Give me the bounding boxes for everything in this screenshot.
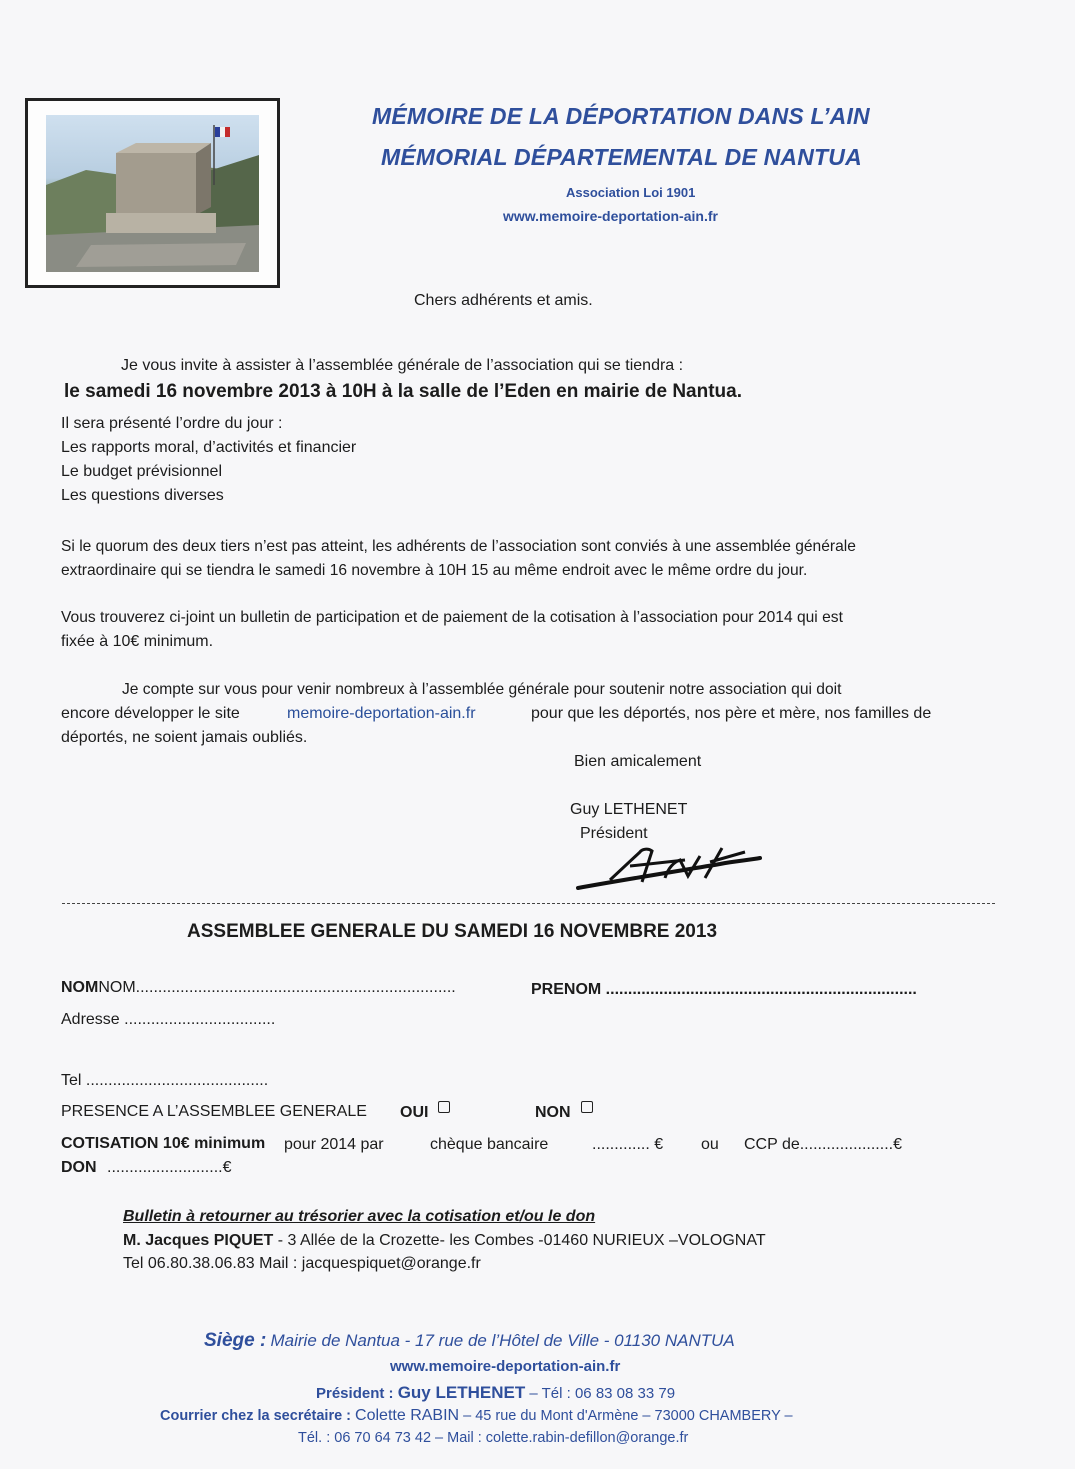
form-cotisation-rest: pour 2014 par bbox=[284, 1136, 384, 1153]
quorum-line2: extraordinaire qui se tiendra le samedi 16 novembre à 10H 15 au même endroit avec le même ordre du jour. bbox=[61, 562, 808, 579]
cut-line-divider bbox=[62, 903, 995, 904]
signer-role: Président bbox=[580, 825, 648, 842]
oui-checkbox[interactable] bbox=[438, 1101, 450, 1113]
footer-courrier-label: Courrier chez la secrétaire : bbox=[160, 1408, 352, 1424]
appeal-line2-start: encore développer le site bbox=[61, 705, 240, 722]
non-label: NON bbox=[535, 1104, 571, 1121]
footer-president-label: Président : bbox=[316, 1385, 394, 1402]
header-website[interactable]: www.memoire-deportation-ain.fr bbox=[503, 208, 718, 224]
form-oui-option[interactable] bbox=[400, 1101, 450, 1125]
appeal-line2-end: pour que les déportés, nos père et mère, nos familles de bbox=[531, 705, 932, 722]
form-ou: ou bbox=[701, 1136, 719, 1153]
appeal-website-link[interactable]: memoire-deportation-ain.fr bbox=[287, 705, 476, 722]
header-title-line1: MÉMOIRE DE LA DÉPORTATION DANS L’AIN bbox=[372, 103, 870, 129]
form-don-amount[interactable]: ..........................€ bbox=[107, 1159, 232, 1176]
oui-label: OUI bbox=[400, 1104, 429, 1121]
header-title-line2: MÉMORIAL DÉPARTEMENTAL DE NANTUA bbox=[381, 144, 862, 170]
agenda-item: Les questions diverses bbox=[61, 487, 224, 504]
form-ccp-amount[interactable]: CCP de.....................€ bbox=[744, 1136, 902, 1153]
non-checkbox[interactable] bbox=[581, 1101, 593, 1113]
footer-siege-value: Mairie de Nantua - 17 rue de l’Hôtel de Ville - 01130 NANTUA bbox=[270, 1331, 735, 1350]
footer-website[interactable]: www.memoire-deportation-ain.fr bbox=[390, 1358, 621, 1375]
form-nom-field[interactable]: NOMNOM........................................................................ bbox=[61, 979, 456, 996]
memorial-photo bbox=[46, 115, 259, 272]
bulletin-line1: Vous trouverez ci-joint un bulletin de participation et de paiement de la cotisation à l’association pour 2014 qui est bbox=[61, 609, 843, 626]
form-presence-label: PRESENCE A L’ASSEMBLEE GENERALE bbox=[61, 1103, 367, 1120]
form-adresse-field[interactable]: Adresse .................................. bbox=[61, 1011, 276, 1028]
quorum-line1: Si le quorum des deux tiers n’est pas atteint, les adhérents de l’association sont conviés à une assemblée générale bbox=[61, 538, 856, 555]
form-title: ASSEMBLEE GENERALE DU SAMEDI 16 NOVEMBRE 2013 bbox=[187, 921, 718, 942]
appeal-line3: déportés, ne soient jamais oubliés. bbox=[61, 729, 308, 746]
footer-siege bbox=[204, 1329, 735, 1354]
footer-siege-label: Siège : bbox=[204, 1330, 267, 1351]
memorial-photo-frame bbox=[25, 98, 280, 288]
agenda-item: Le budget prévisionnel bbox=[61, 463, 223, 480]
form-nom-dots: NOM........................................................................ bbox=[98, 979, 456, 996]
footer-contact: Tél. : 06 70 64 73 42 – Mail : colette.rabin-defillon@orange.fr bbox=[298, 1430, 689, 1446]
appeal-line1: Je compte sur vous pour venir nombreux à l’assemblée générale pour soutenir notre association qui doit bbox=[122, 681, 842, 698]
footer-courrier-name: Colette RABIN bbox=[355, 1407, 460, 1424]
memorial-illustration bbox=[46, 115, 259, 272]
invite-text: Je vous invite à assister à l’assemblée générale de l’association qui se tiendra : bbox=[121, 357, 684, 374]
greeting: Chers adhérents et amis. bbox=[414, 292, 593, 309]
treasurer-name: M. Jacques PIQUET bbox=[123, 1232, 274, 1249]
treasurer-address: - 3 Allée de la Crozette- les Combes -01460 NURIEUX –VOLOGNAT bbox=[273, 1232, 766, 1249]
closing: Bien amicalement bbox=[574, 753, 702, 770]
form-non-option[interactable] bbox=[535, 1101, 593, 1125]
form-return-note: Bulletin à retourner au trésorier avec la cotisation et/ou le don bbox=[123, 1208, 596, 1225]
footer-president-tel: – Tél : 06 83 08 33 79 bbox=[525, 1385, 676, 1402]
agenda-intro: Il sera présenté l’ordre du jour : bbox=[61, 415, 283, 432]
bulletin-line2: fixée à 10€ minimum. bbox=[61, 633, 214, 650]
treasurer-line bbox=[123, 1229, 766, 1253]
form-don-label: DON bbox=[61, 1159, 97, 1176]
header-association: Association Loi 1901 bbox=[566, 185, 696, 200]
treasurer-contact: Tel 06.80.38.06.83 Mail : jacquespiquet@orange.fr bbox=[123, 1255, 481, 1272]
signature-icon bbox=[570, 838, 770, 898]
footer-president-name: Guy LETHENET bbox=[397, 1383, 526, 1402]
form-cotisation-label: COTISATION 10€ minimum bbox=[61, 1135, 266, 1152]
footer-president bbox=[316, 1381, 675, 1406]
agenda-item: Les rapports moral, d’activités et financier bbox=[61, 439, 357, 456]
meeting-date-line: le samedi 16 novembre 2013 à 10H à la salle de l’Eden en mairie de Nantua. bbox=[64, 381, 742, 402]
form-cheque-amount[interactable]: ............. € bbox=[592, 1136, 664, 1153]
footer-courrier bbox=[160, 1404, 793, 1428]
form-prenom-field[interactable]: PRENOM ...................................................................... bbox=[531, 981, 917, 998]
signer-name: Guy LETHENET bbox=[570, 801, 688, 818]
footer-courrier-address: – 45 rue du Mont d'Armène – 73000 CHAMBERY – bbox=[459, 1408, 793, 1424]
form-cheque-label: chèque bancaire bbox=[430, 1136, 549, 1153]
form-tel-field[interactable]: Tel ......................................... bbox=[61, 1072, 269, 1089]
